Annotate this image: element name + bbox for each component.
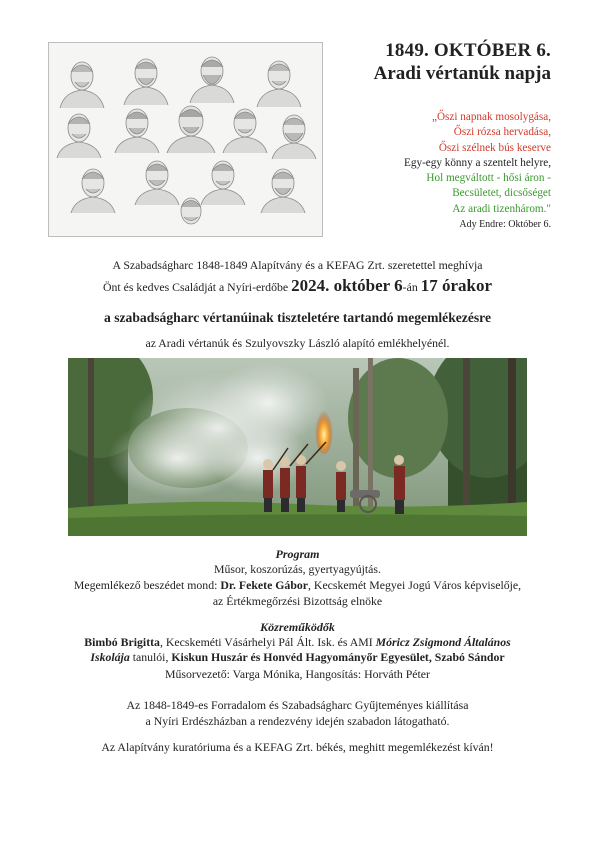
poem-line: Az aradi tizenhárom." (452, 202, 551, 215)
hussar-group: Kiskun Huszár és Honvéd Hagyományőr Egyesület, Szabó Sándor (171, 650, 505, 664)
muzzle-flash (315, 406, 333, 454)
invitation-line-2 (0, 276, 595, 296)
contributors-line-2 (0, 650, 595, 665)
page-title-subtitle: Aradi vértanúk napja (373, 63, 551, 84)
program-line-3: az Értékmegőrzési Bizottság elnöke (212, 594, 383, 608)
contributors-line-1 (0, 635, 595, 650)
program-heading: Program (275, 547, 320, 561)
contributor-school-text: , Kecskeméti Vásárhelyi Pál Ált. Isk. és AMI (159, 635, 376, 649)
school-name-cont: Iskolája (90, 650, 130, 664)
reenactment-photo (68, 358, 527, 536)
poem-attribution: Ady Endre: Október 6. (459, 219, 551, 231)
exhibition-line-1: Az 1848-1849-es Forradalom és Szabadságharc Gyűjteményes kiállítása (126, 698, 469, 712)
program-line-1: Műsor, koszorúzás, gyertyagyújtás. (214, 562, 381, 576)
poem-line: Őszi rózsa hervadása, (453, 126, 551, 139)
program-line-2 (0, 578, 595, 593)
closing-line: Az Alapítvány kuratóriuma és a KEFAG Zrt. békés, meghitt megemlékezést kíván! (101, 740, 494, 754)
event-time: 17 órakor (420, 276, 492, 295)
poem-line: Becsületet, dicsőséget (452, 187, 551, 200)
poem-line: „Őszi napnak mosolygása, (432, 111, 551, 123)
invitation-text: Önt és kedves Családját a Nyíri-erdőbe (103, 280, 292, 294)
poem-block (404, 110, 551, 232)
page-title-date: 1849. OKTÓBER 6. (385, 40, 551, 61)
poem-line: Egy-egy könny a szentelt helyre, (404, 156, 551, 169)
speaker-role: , Kecskemét Megyei Jogú Város képviselője, (308, 578, 522, 592)
event-date: 2024. október 6 (291, 276, 403, 295)
contributors-line-3: Műsorvezető: Varga Mónika, Hangosítás: Horváth Péter (165, 667, 430, 681)
contributor-name: Bimbó Brigitta (84, 635, 160, 649)
invitation-line-4: az Aradi vértanúk és Szulyovszky László alapító emlékhelyénél. (145, 336, 450, 350)
contributor-students-text: tanulói, (129, 650, 172, 664)
invitation-text: -án (402, 280, 421, 294)
portrait-engraving-art (49, 43, 322, 236)
poem-line: Őszi szélnek bús keserve (438, 141, 551, 154)
school-name: Móricz Zsigmond Általános (375, 635, 511, 649)
invitation-line-1: A Szabadságharc 1848-1849 Alapítvány és a KEFAG Zrt. szeretettel meghívja (112, 258, 483, 272)
program-speech-label: Megemlékező beszédet mond: (73, 578, 221, 592)
invitation-line-3: a szabadságharc vértanúinak tiszteletére tartandó megemlékezésre (104, 310, 491, 325)
contributors-heading: Közreműködők (260, 620, 335, 634)
title-block (374, 40, 551, 85)
martyrs-portrait-engraving (48, 42, 323, 237)
poem-line: Hol megváltott - hősi áron - (426, 172, 551, 185)
exhibition-line-2: a Nyíri Erdészházban a rendezvény idején szabadon látogatható. (145, 714, 450, 728)
speaker-name: Dr. Fekete Gábor (220, 578, 309, 592)
reenactment-photo-art (68, 358, 527, 536)
